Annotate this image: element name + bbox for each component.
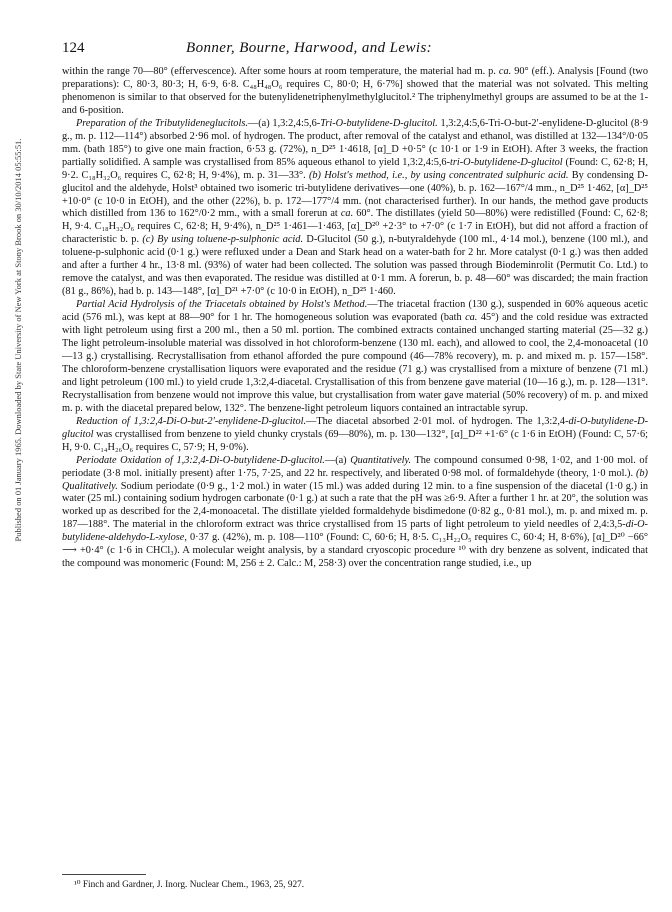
italic-text: Tri-O-butylidene-D-glucitol. [320, 117, 438, 129]
paragraph [62, 416, 648, 455]
italic-text: Periodate Oxidation of 1,3:2,4-Di-O-butylidene-D-glucitol. [76, 454, 325, 466]
italic-text: ca. [340, 208, 354, 220]
text-run: —(a) [324, 454, 351, 466]
text-run: (Found: C, 62·8; H, 9·2. C₁₈H₃₂O₆ requires C, 62·8; H, 9·4%), m. p. 31—33°. [62, 156, 648, 181]
italic-text: ca. [465, 312, 478, 324]
text-run: D-Glucitol (50 g.), n-butyraldehyde (100 ml., 4·14 mol.), benzene (100 ml.), and toluene-p-sulphonic acid (0·1 g.) were refluxed under a Dean and Stark head on a water-bath for 2 hr. More catalyst (0·1 g.) was then added and after a further 4 hr., 13·8 ml. (93%) of water had been collected. The solution was passed through Biodeminrolit (Permutit Co. Ltd.) to remove the catalyst, and was then evaporated. The residue was distilled at 0·1 mm. A forerun, b. p. 48—60° was discarded; the main fraction (81 g., 86%), had b. p. 143—148°, [α]_D²¹ +7·0° (c 10·0 in EtOH), n_D²⁵ 1·460. [62, 234, 649, 298]
italic-text: tri-O-butylidene-D-glucitol [450, 156, 563, 168]
running-head: Bonner, Bourne, Harwood, and Lewis: [186, 40, 433, 56]
footnote-rule [62, 874, 146, 875]
text-run: 45°) and the cold residue was extracted with light petroleum using first a 200 ml., then a 50 ml. portion. The combined extracts contained unchanged starting material (25—32 g.) The light petroleum-insoluble material was dissolved in hot chloroform-benzene (130 ml. each), and allowed to cool, the 2,4-monoacetal (10—13 g.) crystallising. Recrystallisation from ethanol afforded the pure compound (46—78% recovery), m. p. and mixed m. p. 157—158°. The chloroform-benzene crystallisation liquors were evaporated and the residue (71 g.) was crystallised from a mixture of benzene (71 ml.) and light petroleum (100 ml.) to yield crude 1,3:2,4-diacetal. Crystallisation of this from benzene gave material (10—16 g.), m. p. 128—131°. Recrystallisation from benzene would not improve this value, but crystallisation from water gave material (50% recovery) of m. p. and mixed m. p. with the diacetal prepared below, 132°. The benzene-light petroleum liquors contained an intractable syrup. [62, 312, 648, 414]
text-run: 1,3:2,4:5,6-Tri-O-but-2′-enylidene-D-glucitol (8·9 g., m. p. 112—114°) absorbed 2·96 mol. of hydrogen. The product, after removal of the catalyst and ethanol, was distilled at 132—134°/0·05 mm. (bath 185°) to give one main fraction, 6·53 g. (72%), n_D²⁵ 1·4618, [α]_D +0·5° (c 10·1 or 1·9 in EtOH). After 3 weeks, the fraction partially solidified. A sample was crystallised from 85% aqueous ethanol to yield 1,3:2,4:5,6- [62, 117, 648, 168]
text-run: —The triacetal fraction (130 g.), suspended in 60% aqueous acetic acid (576 ml.), was kept at 88—90° for 1 hr. The homogeneous solution was evaporated (bath [62, 299, 648, 324]
text-run: By condensing D-glucitol and the aldehyde, Holst³ obtained two isomeric tri-butylidene derivatives—one (40%), b. p. 162—167°/4 mm., n_D²⁵ 1·462, [α]_D²⁵ +10·0° (c 10·0 in EtOH), and the other (22%), b. p. 172—177°/4 mm. (not characterised further). In our hands, the method gave products which distilled from 136 to 162°/0·2 mm., with a small forerun at [62, 169, 648, 220]
paragraph [62, 66, 648, 118]
text-run: 60°. The distillates (yield 50—80%) were redistilled (Found: C, 62·8; H, 9·4. C₁₈H₃₂O₆ requires C, 62·8; H, 9·4%), n_D²⁵ 1·461—1·463, [α]_D²⁰ +2·3° to +7·0° (c 1·7 in EtOH), but did not afford a fraction of characteristic b. p. [62, 208, 648, 246]
download-note [14, 60, 28, 620]
text-run: , 0·37 g. (42%), m. p. 108—110° (Found: C, 60·6; H, 8·5. C₁₃H₂₂O₅ requires C, 60·4; H, 8·6%), [α]_D²⁰ −66° ⟶ +0·4° (c 1·6 in CHCl₃). A molecular weight analysis, by a standard cryoscopic procedure ¹⁰ with dry benzene as solvent, indicated that the compound was monomeric (Found: M, 256 ± 2. Calc.: M, 258·3) over the concentration range studied, i.e., up [62, 532, 648, 570]
text-run: was crystallised from benzene to yield chunky crystals (69—80%), m. p. 130—132°, [α]_D²² +1·6° (c 1·6 in EtOH) (Found: C, 57·6; H, 9·0. C₁₄H₂₆O₆ requires C, 57·9; H, 9·0%). [62, 428, 648, 453]
text-run: —(a) 1,3:2,4:5,6- [247, 117, 321, 129]
page-header [62, 40, 648, 56]
italic-text: Partial Acid Hydrolysis of the Triacetals obtained by Holst's Method. [76, 299, 368, 311]
italic-text: (c) By using toluene-p-sulphonic acid. [142, 234, 304, 246]
italic-text: di-O-butylidene-aldehydo-L-xylose [62, 519, 648, 544]
paragraph [62, 118, 648, 299]
italic-text: di-O-butylidene-D-glucitol [62, 415, 648, 440]
page-number: 124 [62, 40, 85, 56]
text-run: 90° (eff.). Analysis [Found (two preparations): C, 80·3, 80·3; H, 6·9, 6·8. C₄₈H₄₈O₆ requires C, 80·0; H, 6·7%] showed that the material was not solvated. This melting phenomenon is similar to that observed for the butenylidenetriphenylmethylglucitol.² The triphenylmethyl groups are assumed to be at the 1- and 6-position. [62, 66, 648, 116]
text-run: Sodium periodate (0·9 g., 1·2 mol.) in water (15 ml.) was added during 12 min. to a fine suspension of the diacetal (1·0 g.) in water (25 ml.) containing sodium hydrogen carbonate (0·1 g.) at such a rate that the pH was ≥6·9. After a further 1 hr. at 20°, the solution was worked up as described for the 2,4-monoacetal. The distillate yielded formaldehyde bisdimedone (0·82 g., 0·81 mol.), m. p. and mixed m. p. 187—188°. The material in the chloroform extract was thrice crystallised from 15 parts of light petroleum to yield needles of 2,4:3,5- [62, 480, 648, 531]
download-note-text: Published on 01 January 1965. Downloaded by State University of New York at Stony Brook on 30/10/2014 05:55:51. [14, 138, 23, 542]
text-run: within the range 70—80° (effervescence). After some hours at room temperature, the material had m. p. [62, 66, 499, 77]
paragraph [62, 299, 648, 416]
footnotes [62, 880, 648, 891]
article-body [62, 66, 648, 571]
italic-text: Reduction of 1,3:2,4-Di-O-but-2′-enylidene-D-glucitol. [76, 415, 307, 427]
italic-text: ca. [498, 66, 512, 77]
text-run: The compound consumed 0·98, 1·02, and 1·00 mol. of periodate (3·8 mol. initially present) after 1·75, 7·25, and 22 hr. respectively, and liberated 0·98 mol. of formaldehyde (theory, 1·0 mol.). [62, 454, 648, 479]
footnote-10: ¹⁰ Finch and Gardner, J. Inorg. Nuclear Chem., 1963, 25, 927. [74, 880, 305, 890]
text-run: —The diacetal absorbed 2·01 mol. of hydrogen. The 1,3:2,4- [306, 415, 569, 427]
italic-text: Quantitatively. [350, 454, 412, 466]
italic-text: (b) Qualitatively. [62, 467, 648, 492]
italic-text: (b) Holst's method, i.e., by using concentrated sulphuric acid. [308, 169, 569, 181]
paragraph [62, 455, 648, 572]
italic-text: Preparation of the Tributylideneglucitols. [76, 117, 248, 129]
